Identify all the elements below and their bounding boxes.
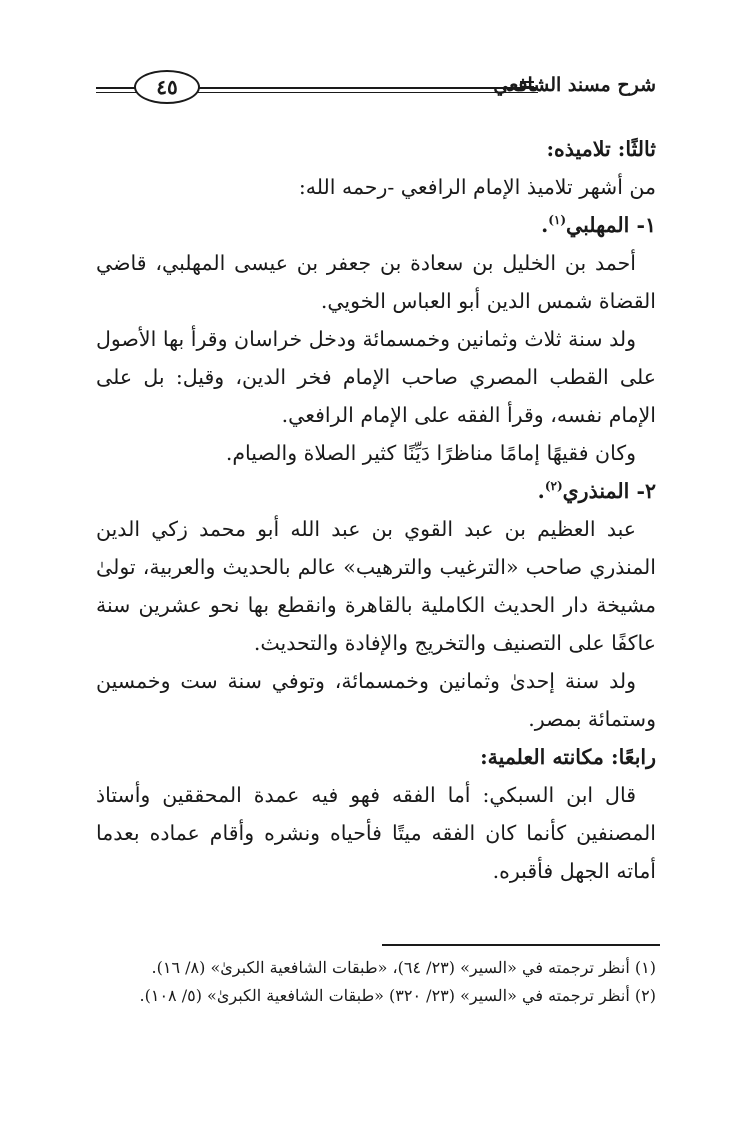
footnote-separator — [382, 944, 660, 946]
footnote-ref-2[interactable]: (٢) — [544, 479, 563, 494]
footnotes — [96, 954, 656, 1010]
intro-paragraph: من أشهر تلاميذ الإمام الرافعي -رحمه الله: — [298, 175, 656, 199]
student-1-title: ١- المهلبي — [566, 213, 656, 237]
section-heading-students: ثالثًا: تلاميذه: — [546, 137, 656, 161]
footnote-2: (٢) أنظر ترجمته في «السير» (٢٣/ ٣٢٠) «طبقات الشافعية الكبرىٰ» (٥/ ١٠٨). — [139, 986, 656, 1005]
footnote-1: (١) أنظر ترجمته في «السير» (٢٣/ ٦٤)، «طبقات الشافعية الكبرىٰ» (٨/ ١٦). — [151, 958, 656, 977]
section-heading-status: رابعًا: مكانته العلمية: — [480, 745, 656, 769]
student-2-title: ٢- المنذري — [562, 479, 656, 503]
student-1-name-paragraph: أحمد بن الخليل بن سعادة بن جعفر بن عيسى المهلبي، قاضي القضاة شمس الدين أبو العباس الخويي. — [96, 251, 656, 313]
student-1-bio-paragraph: ولد سنة ثلاث وثمانين وخمسمائة ودخل خراسان وقرأ بها الأصول على القطب المصري صاحب الإمام فخر الدين، وقيل: بل على الإمام نفسه، وقرأ الفقه على الإمام الرافعي. — [96, 327, 656, 427]
student-1-desc-paragraph: وكان فقيهًا إمامًا مناظرًا دَيِّنًا كثير الصلاة والصيام. — [225, 441, 636, 465]
book-title: شرح مسند الشافعي — [493, 74, 656, 96]
student-2-name-paragraph: عبد العظيم بن عبد القوي بن عبد الله أبو محمد زكي الدين المنذري صاحب «الترغيب والترهيب» عالم بالحديث والعربية، تولىٰ مشيخة دار الحديث الكاملية بالقاهرة وانقطع بها نحو عشرين سنة عاكفًا على التصنيف والتخريج والإفادة والتحديث. — [96, 517, 656, 655]
page-number: ٤٥ — [134, 70, 200, 104]
student-1-heading: ١- المهلبي$^{(١)}$. — [541, 213, 656, 237]
status-paragraph: قال ابن السبكي: أما الفقه فهو فيه عمدة المحققين وأستاذ المصنفين كأنما كان الفقه ميتًا فأحياه ونشره وأقام عماده بعدما أماته الجهل فأقبره. — [96, 783, 656, 883]
student-2-heading: ٢- المنذري$^{(٢)}$. — [537, 479, 656, 503]
student-2-bio-paragraph: ولد سنة إحدىٰ وثمانين وخمسمائة، وتوفي سنة ست وخمسين وستمائة بمصر. — [96, 669, 656, 731]
footnote-ref-1[interactable]: (١) — [548, 213, 567, 228]
main-text — [96, 130, 656, 890]
running-header — [96, 68, 656, 108]
